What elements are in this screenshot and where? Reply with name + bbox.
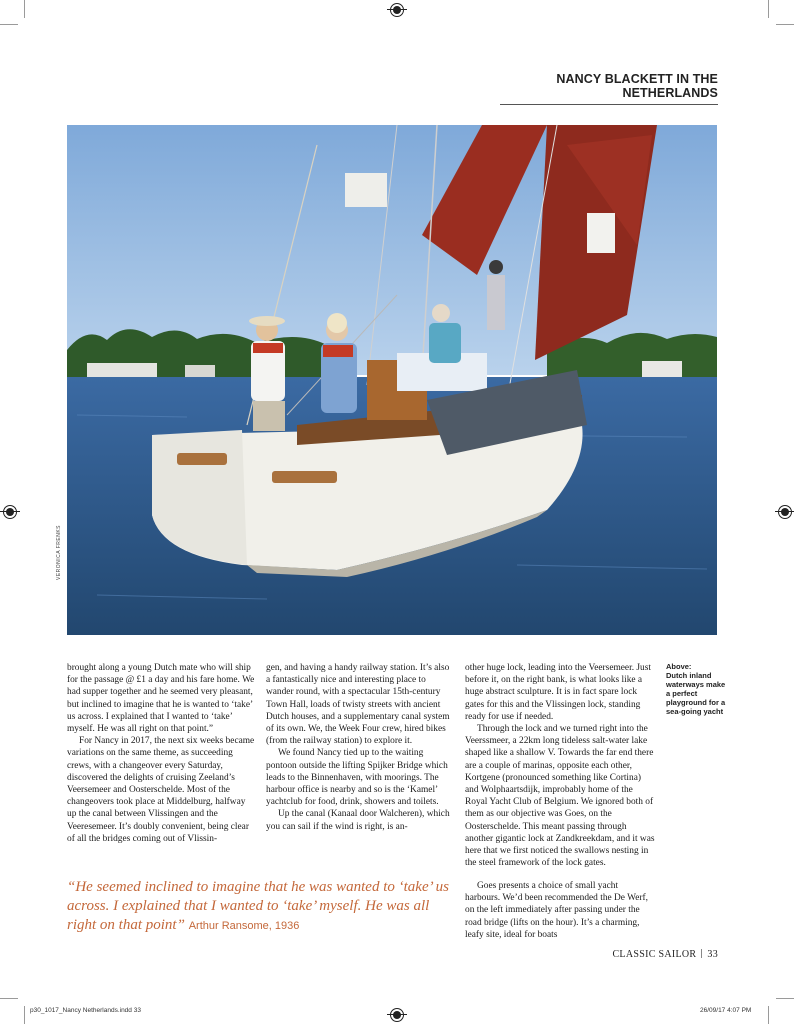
photo-caption: [666, 662, 726, 716]
paragraph: For Nancy in 2017, the next six weeks became variations on the same theme, as succeeding crews, with a changeover every Saturday, discovered the delights of cruising Zeeland’s Veersemeer and Oosterschelde. Most of the changeovers took place at Middelburg, halfway up the canal between Vlissingen and the Veeresemeer. It’s doubly convenient, being clear of all the bridges coming out of Vlissin-: [67, 736, 255, 844]
crop-mark: [776, 998, 794, 999]
pull-quote-attribution: Arthur Ransome, 1936: [188, 920, 300, 932]
magazine-name: CLASSIC SAILOR: [612, 949, 697, 960]
registration-mark-icon: [390, 3, 404, 17]
footer-divider: [701, 949, 702, 958]
paragraph: Up the canal (Kanaal door Walcheren), which you can sail if the wind is right, is an-: [266, 809, 450, 832]
page-footer: [600, 949, 718, 960]
caption-lead: Above:: [666, 662, 692, 671]
crop-mark: [0, 998, 18, 999]
body-column-3-continued: [465, 880, 655, 941]
registration-mark-icon: [390, 1008, 404, 1022]
print-slug-file: p30_1017_Nancy Netherlands.indd 33: [30, 1007, 141, 1014]
paragraph: Goes presents a choice of small yacht harbours. We’d been recommended the De Werf, on the left immediately after passing under the road bridge (lifts on the hour). It’s a charming, leafy site, ideal for boats: [465, 881, 648, 940]
paragraph: We found Nancy tied up to the waiting pontoon outside the lifting Spijker Bridge which leads to the Binnenhaven, with moorings. The harbour office is nearby and so is the ‘Kamel’ yachtclub for food, drink, showers and toilets.: [266, 748, 448, 808]
body-column-2: [266, 662, 454, 833]
pull-quote: [67, 878, 457, 936]
body-column-3: [465, 662, 655, 869]
sailboat-photo: [67, 125, 717, 635]
crop-mark: [24, 0, 25, 18]
running-header: NANCY BLACKETT IN THE NETHERLANDS: [500, 72, 718, 105]
crop-mark: [24, 1006, 25, 1024]
body-column-1: [67, 662, 255, 845]
registration-mark-icon: [778, 505, 792, 519]
crop-mark: [768, 1006, 769, 1024]
paragraph: other huge lock, leading into the Veersemeer. Just before it, on the right bank, is what looks like a huge abstract sculpture. It is in fact spare lock gates for this and the Vlissingen lock, standing ready for use if needed.: [465, 663, 651, 722]
registration-mark-icon: [3, 505, 17, 519]
print-slug-date: 26/09/17 4:07 PM: [700, 1007, 752, 1014]
crop-mark: [768, 0, 769, 18]
photo-credit: VERONICA FRENKS: [56, 524, 62, 580]
crop-mark: [0, 24, 18, 25]
paragraph: gen, and having a handy railway station. It’s also a fantastically nice and interesting place to wander round, with a spectacular 15th-century Town Hall, loads of twisty streets with ancient Dutch houses, and a supplementary canal system of its own. We, the Week Four crew, hired bikes (from the railway station) to explore it.: [266, 663, 450, 747]
paragraph: brought along a young Dutch mate who will ship for the passage @ £1 a day and his fare home. We had supper together and he seemed very pleasant, but inclined to imagine that he is wanted to ‘take’ us across. I explained that I wanted to ‘take’ myself. He was all right on that point.”: [67, 663, 255, 735]
crop-mark: [776, 24, 794, 25]
pull-quote-text: “He seemed inclined to imagine that he was wanted to ‘take’ us across. I explained that I wanted to ‘take’ myself. He was all right on that point”: [67, 879, 450, 933]
paragraph: Through the lock and we turned right into the Veerssmeer, a 22km long tideless salt-water lake shaped like a shallow V. Towards the far end there are a couple of marinas, opposite each other, Kortgene (pronounced something like Cortina) and Wolphaartsdijk, improbably home of the Royal Yacht Club of Belgium. We ignored both of them as our objective was Goes, on the Oosterschelde. This meant passing through another gigantic lock at Zandkreekdam, and it was here that we first noticed the swallows nesting in the steel framework of the lock gates.: [465, 724, 655, 869]
caption-text: Dutch inland waterways make a perfect playground for a sea-going yacht: [666, 671, 726, 716]
page-number: 33: [707, 949, 718, 960]
